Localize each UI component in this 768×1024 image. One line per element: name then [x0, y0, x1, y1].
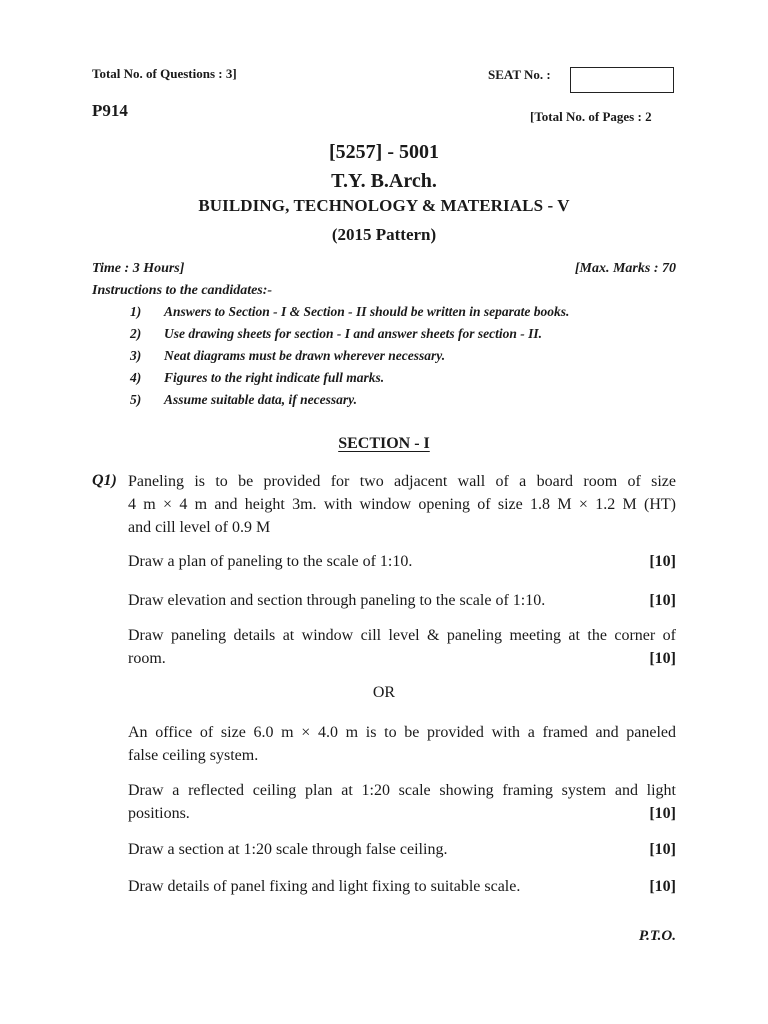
total-pages: [Total No. of Pages : 2	[530, 109, 652, 124]
question-intro-line: and cill level of 0.9 M	[128, 519, 271, 536]
question-part-text: Draw a plan of paneling to the scale of 1:10.	[128, 553, 413, 570]
question-intro-line: Paneling is to be provided for two adjacent wall of a board room of size	[128, 473, 676, 490]
question-label: Q1)	[92, 472, 117, 489]
question-part-text: Draw a section at 1:20 scale through false ceiling.	[128, 841, 448, 858]
course-name: T.Y. B.Arch.	[331, 170, 437, 192]
question-part	[128, 550, 676, 573]
marks-label: [10]	[649, 650, 676, 667]
subject-title: BUILDING, TECHNOLOGY & MATERIALS - V	[198, 196, 570, 215]
question-intro-b	[128, 721, 676, 767]
instruction-text: Assume suitable data, if necessary.	[164, 392, 358, 407]
question-intro-line: An office of size 6.0 m × 4.0 m is to be provided with a framed and paneled	[128, 724, 676, 741]
please-turn-over: P.T.O.	[638, 928, 676, 944]
paper-code: P914	[92, 101, 128, 120]
time-allowed: Time : 3 Hours]	[92, 261, 185, 276]
question-part-text: Draw elevation and section through paneling to the scale of 1:10.	[128, 592, 546, 609]
question-part	[128, 589, 676, 612]
marks-label: [10]	[649, 553, 676, 570]
marks-label: [10]	[649, 878, 676, 895]
question-part	[128, 838, 676, 861]
instruction-text: Neat diagrams must be drawn wherever necessary.	[164, 348, 446, 363]
question-intro-line: 4 m × 4 m and height 3m. with window opening of size 1.8 M × 1.2 M (HT)	[128, 496, 676, 513]
instruction-number: 1)	[130, 304, 142, 319]
marks-label: [10]	[649, 592, 676, 609]
section-heading	[0, 435, 768, 453]
instruction-text: Use drawing sheets for section - I and answer sheets for section - II.	[164, 326, 543, 341]
max-marks: [Max. Marks : 70	[574, 261, 676, 276]
seat-number-box[interactable]	[570, 67, 674, 93]
total-questions: Total No. of Questions : 3]	[92, 66, 237, 81]
question-intro-line: false ceiling system.	[128, 747, 259, 764]
question-part-text: Draw details of panel fixing and light fixing to suitable scale.	[128, 878, 521, 895]
marks-label: [10]	[649, 805, 676, 822]
marks-label: [10]	[649, 841, 676, 858]
instruction-number: 3)	[130, 348, 142, 363]
paper-number: [5257] - 5001	[329, 141, 439, 163]
or-separator: OR	[372, 684, 396, 701]
instruction-text: Answers to Section - I & Section - II should be written in separate books.	[164, 304, 570, 319]
question-part-text: room.	[128, 650, 166, 667]
question-part	[128, 779, 676, 825]
instruction-number: 4)	[130, 370, 142, 385]
question-part-text: Draw a reflected ceiling plan at 1:20 scale showing framing system and light	[128, 782, 676, 799]
question-part-text: Draw paneling details at window cill level & paneling meeting at the corner of	[128, 627, 676, 644]
instruction-text: Figures to the right indicate full marks.	[164, 370, 385, 385]
pattern-label: (2015 Pattern)	[331, 225, 437, 244]
seat-number-label: SEAT No. :	[488, 67, 551, 82]
instruction-number: 5)	[130, 392, 142, 407]
question-part	[128, 624, 676, 670]
section-heading-text: SECTION - I	[338, 435, 430, 452]
instruction-number: 2)	[130, 326, 142, 341]
question-part	[128, 875, 676, 898]
question-part-text: positions.	[128, 805, 190, 822]
instructions-heading: Instructions to the candidates:-	[92, 283, 273, 298]
question-intro	[128, 470, 676, 539]
